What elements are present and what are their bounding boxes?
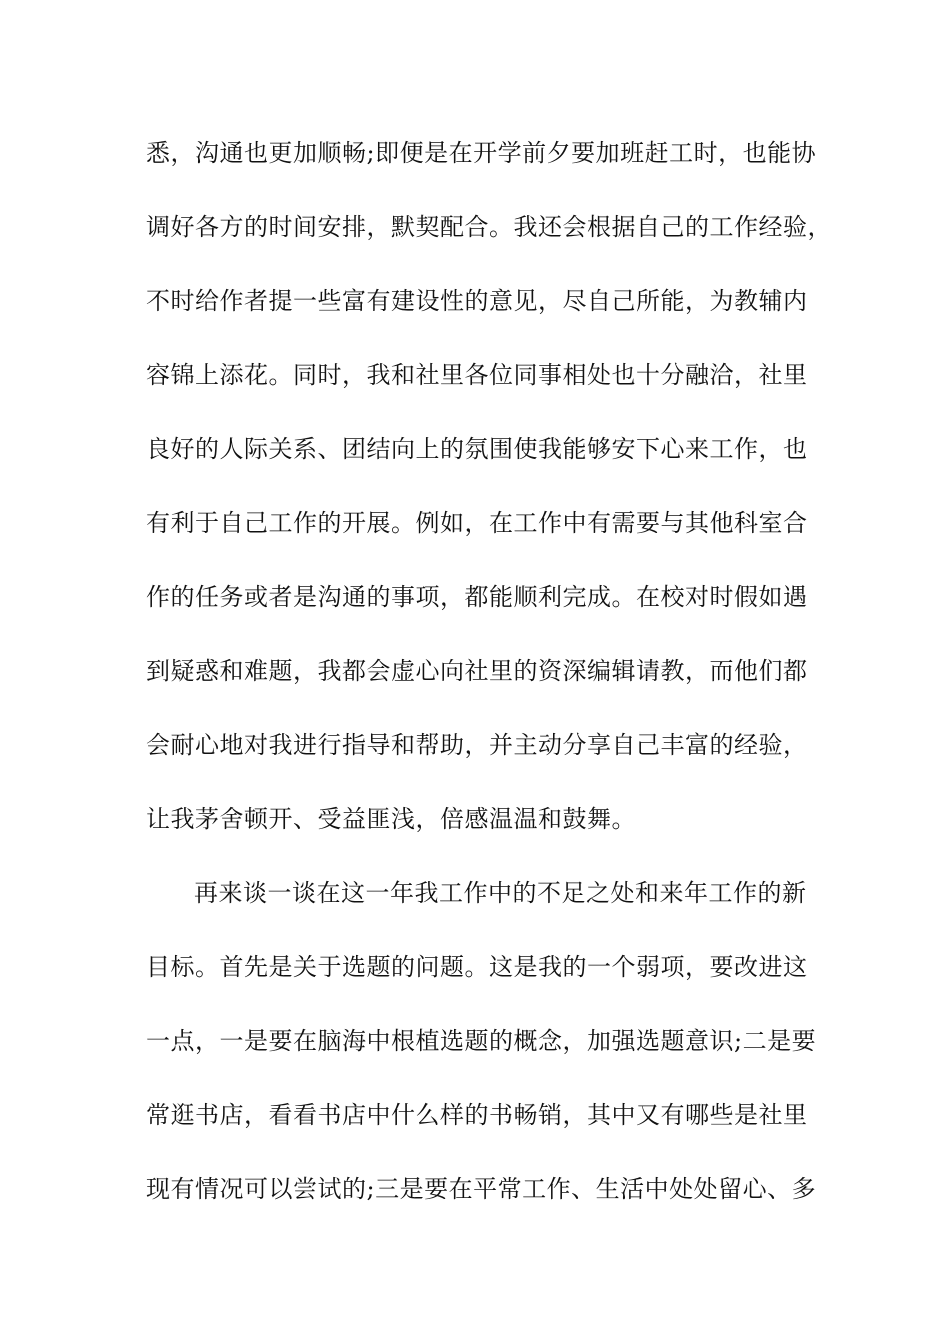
text-line: 让我茅舍顿开、受益匪浅，倍感温温和鼓舞。 [146, 805, 636, 833]
text-line: 到疑惑和难题，我都会虚心向社里的资深编辑请教，而他们都 [146, 657, 808, 685]
text-line: 调好各方的时间安排，默契配合。我还会根据自己的工作经验， [146, 213, 832, 241]
text-line: 良好的人际关系、团结向上的氛围使我能够安下心来工作，也 [146, 435, 808, 463]
text-line: 会耐心地对我进行指导和帮助，并主动分享自己丰富的经验， [146, 731, 808, 759]
text-line: 作的任务或者是沟通的事项，都能顺利完成。在校对时假如遇 [146, 583, 808, 611]
text-line: 有利于自己工作的开展。例如，在工作中有需要与其他科室合 [146, 509, 808, 537]
text-line: 现有情况可以尝试的;三是要在平常工作、生活中处处留心、多 [146, 1175, 817, 1203]
text-line: 悉，沟通也更加顺畅;即便是在开学前夕要加班赶工时，也能协 [146, 139, 817, 167]
text-line: 目标。首先是关于选题的问题。这是我的一个弱项，要改进这 [146, 953, 808, 981]
paragraph-first-line: 再来谈一谈在这一年我工作中的不足之处和来年工作的新 [194, 879, 807, 907]
text-line: 容锦上添花。同时，我和社里各位同事相处也十分融洽，社里 [146, 361, 808, 389]
text-line: 一点，一是要在脑海中根植选题的概念，加强选题意识;二是要 [146, 1027, 817, 1055]
text-line: 常逛书店，看看书店中什么样的书畅销，其中又有哪些是社里 [146, 1101, 808, 1129]
text-line: 不时给作者提一些富有建设性的意见，尽自己所能，为教辅内 [146, 287, 808, 315]
